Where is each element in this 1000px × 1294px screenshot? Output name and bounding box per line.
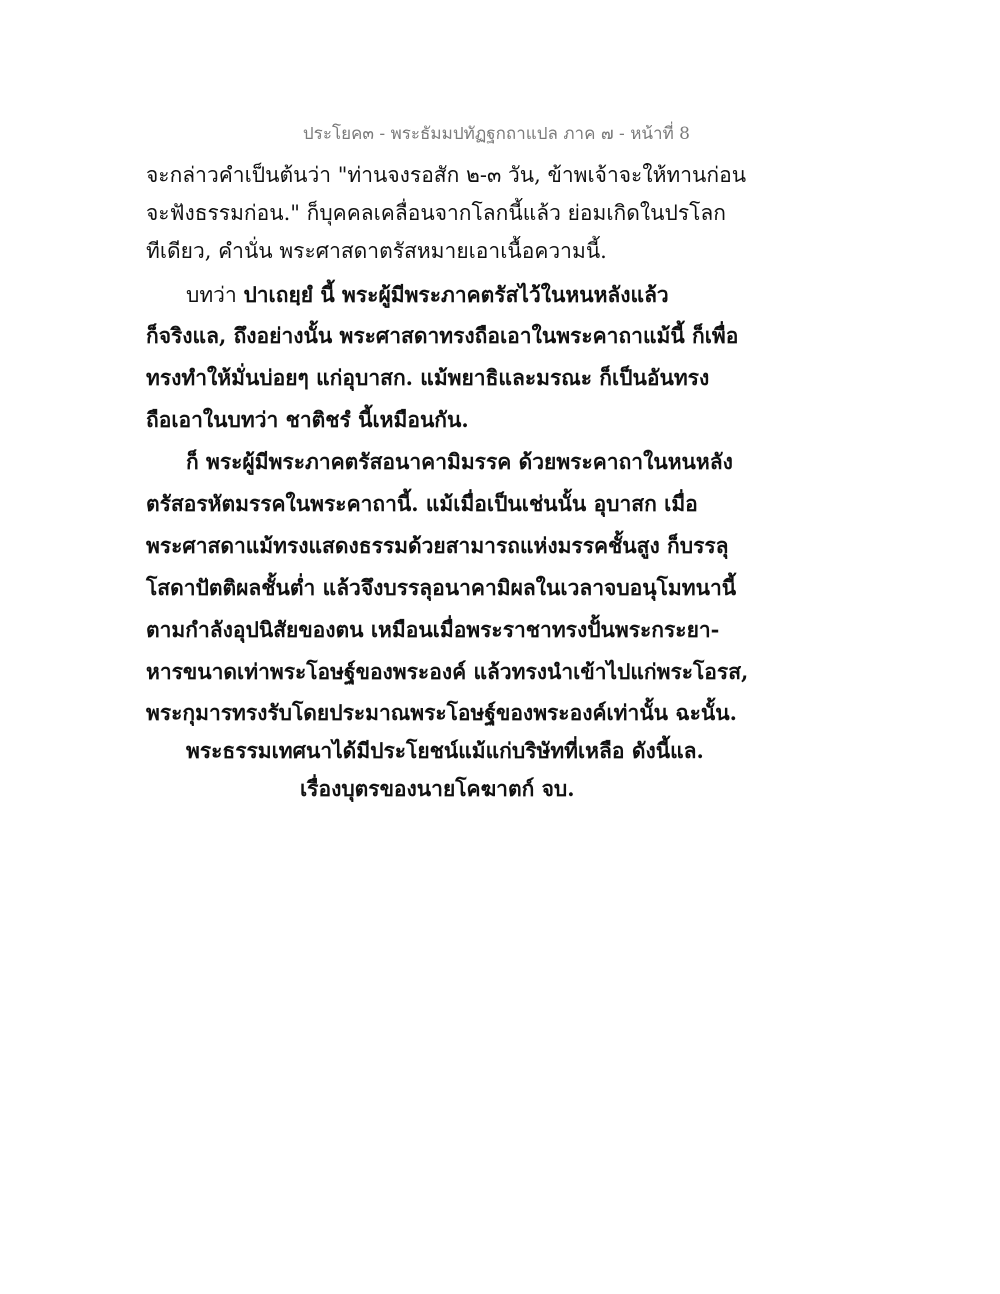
- paragraph-3-line-6: หารขนาดเท่าพระโอษฐ์ของพระองค์ แล้วทรงนำเข้าไปแก่พระโอรส,: [146, 659, 749, 684]
- paragraph-3-line-3: พระศาสดาแม้ทรงแสดงธรรมด้วยสามารถแห่งมรรคชั้นสูง ก็บรรลุ: [146, 533, 729, 558]
- paragraph-2-line-1: [186, 284, 669, 306]
- paragraph-2-line-2: ก็จริงแล, ถึงอย่างนั้น พระศาสดาทรงถือเอาในพระคาถาแม้นี้ ก็เพื่อ: [146, 323, 739, 348]
- paragraph-2-bold-text: ปาเถยฺยํ นี้ พระผู้มีพระภาคตรัสไว้ในหนหลังแล้ว: [243, 282, 669, 307]
- paragraph-3-line-7: พระกุมารทรงรับโดยประมาณพระโอษฐ์ของพระองค์เท่านั้น ฉะนั้น.: [146, 700, 737, 725]
- paragraph-2-line-3: ทรงทำให้มั่นบ่อยๆ แก่อุบาสก. แม้พยาธิและมรณะ ก็เป็นอันทรง: [146, 365, 710, 390]
- paragraph-3-line-1: ก็ พระผู้มีพระภาคตรัสอนาคามิมรรค ด้วยพระคาถาในหนหลัง: [186, 449, 733, 474]
- paragraph-1-line-1: จะกล่าวคำเป็นต้นว่า "ท่านจงรอสัก ๒-๓ วัน, ข้าพเจ้าจะให้ทานก่อน: [146, 163, 747, 187]
- paragraph-3-line-5: ตามกำลังอุปนิสัยของตน เหมือนเมื่อพระราชาทรงปั้นพระกระยา-: [146, 617, 720, 642]
- page-header: ประโยค๓ - พระธัมมปทัฏฐกถาแปล ภาค ๗ - หน้าที่ 8: [302, 124, 690, 144]
- paragraph-2-prefix: บทว่า: [186, 283, 244, 307]
- paragraph-1-line-3: ทีเดียว, คำนั่น พระศาสดาตรัสหมายเอาเนื้อความนี้.: [146, 239, 607, 263]
- paragraph-3-line-2: ตรัสอรหัตมรรคในพระคาถานี้. แม้เมื่อเป็นเช่นนั้น อุบาสก เมื่อ: [146, 491, 698, 516]
- paragraph-2-line-4: ถือเอาในบทว่า ชาติชรํ นี้เหมือนกัน.: [146, 407, 469, 432]
- paragraph-3-line-4: โสดาปัตติผลชั้นต่ำ แล้วจึงบรรลุอนาคามิผลในเวลาจบอนุโมทนานี้: [146, 575, 737, 600]
- paragraph-1-line-2: จะฟังธรรมก่อน." ก็บุคคลเคลื่อนจากโลกนี้แล้ว ย่อมเกิดในปรโลก: [146, 201, 726, 225]
- paragraph-4-line-1: พระธรรมเทศนาได้มีประโยชน์แม้แก่บริษัทที่เหลือ ดังนี้แล.: [186, 738, 704, 763]
- story-end-line: เรื่องบุตรของนายโคฆาตก์ จบ.: [300, 776, 575, 801]
